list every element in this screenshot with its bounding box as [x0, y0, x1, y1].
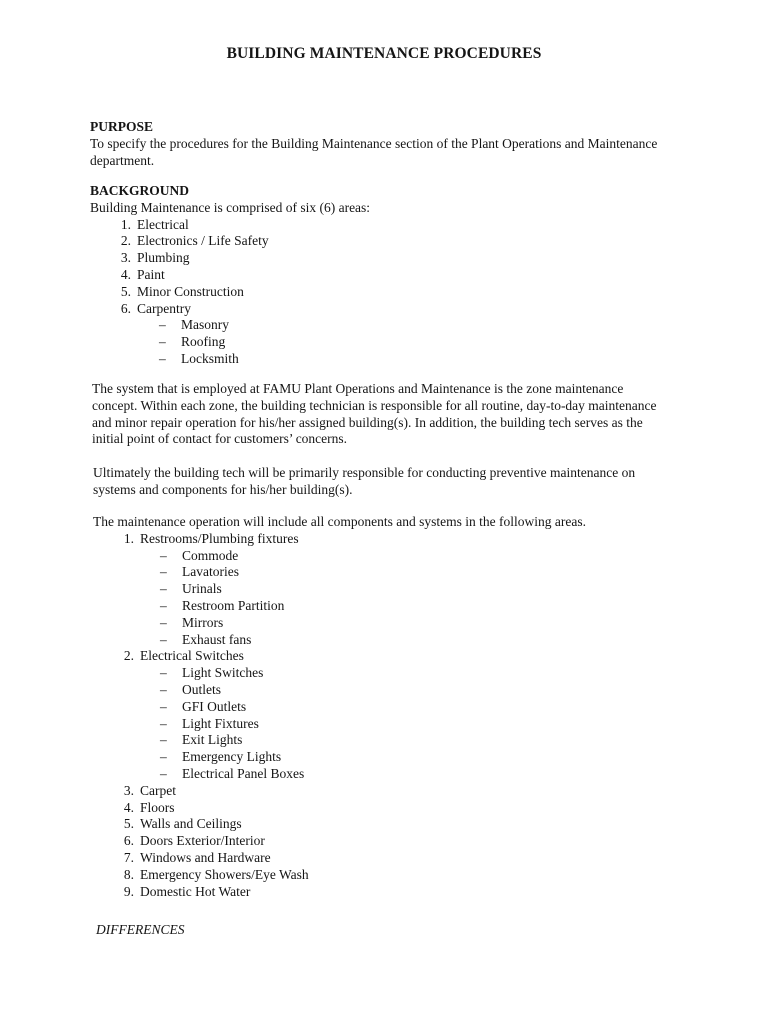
list-item: 1. Restrooms/Plumbing fixtures	[123, 530, 299, 546]
list-item: – Emergency Lights	[160, 749, 282, 765]
paragraph-line: initial point of contact for customers’ concerns.	[92, 431, 348, 447]
list-item: 5. Walls and Ceilings	[123, 816, 242, 832]
list-item: – Masonry	[159, 317, 229, 333]
differences-label: DIFFERENCES	[96, 922, 185, 937]
zone-maintenance-paragraph	[92, 381, 657, 448]
background-intro: Building Maintenance is comprised of six (6) areas:	[90, 199, 371, 215]
list-item: 4. Floors	[123, 799, 175, 815]
list-item: – Mirrors	[160, 614, 224, 630]
paragraph-line: Ultimately the building tech will be primarily responsible for conducting preventive maintenance on	[93, 465, 636, 480]
purpose-line: To specify the procedures for the Building Maintenance section of the Plant Operations and Maintenance	[90, 135, 658, 151]
carpentry-sublist	[159, 317, 370, 367]
list-item: – Outlets	[160, 681, 221, 697]
purpose-line: department.	[90, 152, 155, 168]
list-item: 4. Paint	[120, 266, 165, 282]
list-item: – Electrical Panel Boxes	[160, 765, 305, 781]
paragraph-line: The system that is employed at FAMU Plant Operations and Maintenance is the zone maintenance	[92, 381, 624, 396]
list-item: – GFI Outlets	[160, 698, 247, 714]
list-item: – Exhaust fans	[160, 631, 252, 647]
scope-intro: The maintenance operation will include all components and systems in the following areas.	[93, 514, 586, 529]
list-item: 6. Carpentry	[120, 300, 191, 316]
list-item: 6. Doors Exterior/Interior	[123, 833, 265, 849]
list-item: 1. Electrical	[120, 216, 189, 232]
list-item: – Lavatories	[160, 564, 239, 580]
scope-section	[93, 514, 586, 900]
list-item: – Restroom Partition	[160, 597, 285, 613]
list-item: 2. Electronics / Life Safety	[120, 233, 269, 249]
paragraph-line: and minor repair operation for his/her assigned building(s). In addition, the building tech serves as the	[92, 414, 643, 430]
list-item: 3. Carpet	[123, 782, 176, 798]
list-item: 9. Domestic Hot Water	[123, 883, 251, 899]
paragraph-line: concept. Within each zone, the building technician is responsible for all routine, day-to-day maintenance	[92, 397, 657, 413]
electrical-sublist	[160, 665, 586, 783]
list-item: 3. Plumbing	[120, 250, 190, 266]
list-item: – Commode	[160, 547, 239, 563]
preventive-maintenance-paragraph	[93, 465, 635, 499]
document-title: BUILDING MAINTENANCE PROCEDURES	[226, 45, 542, 62]
purpose-heading: PURPOSE	[90, 119, 154, 134]
list-item: – Light Fixtures	[160, 715, 259, 731]
scope-list	[112, 648, 586, 665]
restroom-sublist	[160, 548, 586, 649]
areas-list	[109, 217, 370, 318]
list-item: – Exit Lights	[160, 732, 243, 748]
background-section	[90, 183, 370, 368]
scope-list	[112, 783, 586, 901]
list-item: 2. Electrical Switches	[123, 648, 244, 664]
list-item: – Light Switches	[160, 665, 264, 681]
scope-list	[112, 531, 586, 548]
list-item: – Locksmith	[159, 350, 239, 366]
list-item: – Roofing	[159, 334, 226, 350]
list-item: 5. Minor Construction	[120, 283, 244, 299]
list-item: – Urinals	[160, 581, 222, 597]
paragraph-line: systems and components for his/her building(s).	[93, 481, 353, 497]
purpose-section	[90, 119, 657, 169]
background-heading: BACKGROUND	[90, 183, 190, 198]
list-item: 7. Windows and Hardware	[123, 849, 271, 865]
list-item: 8. Emergency Showers/Eye Wash	[123, 866, 309, 882]
